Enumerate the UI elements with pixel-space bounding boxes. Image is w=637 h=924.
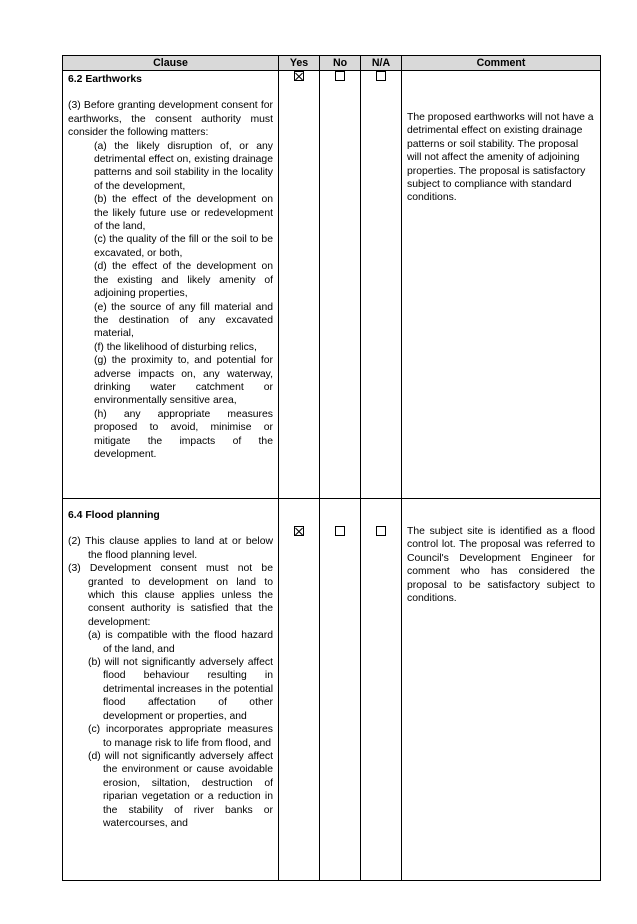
yes-checkbox[interactable] (294, 71, 304, 81)
na-checkbox[interactable] (376, 71, 386, 81)
clause-title: 6.2 Earthworks (68, 74, 142, 85)
clause-subsection: (2) This clause applies to land at or below the flood planning level. (68, 536, 273, 561)
na-cell (361, 71, 402, 499)
yes-checkbox[interactable] (294, 526, 304, 536)
comment-cell (402, 71, 601, 499)
no-checkbox[interactable] (335, 71, 345, 81)
compliance-table (62, 55, 601, 881)
clause-item: (d) will not significantly adversely affect the environment or cause avoidable erosion, siltation, destruction of riparian vegetation or a reduction in the stability of river banks or watercourses, and (88, 750, 273, 829)
comment-text: The subject site is identified as a flood control lot. The proposal was referred to Council's Development Engineer for comment who has considered the proposal to be satisfactory subject to conditions. (407, 526, 595, 605)
yes-cell (279, 71, 320, 499)
clause-item: (e) the source of any fill material and the destination of any excavated material, (94, 301, 273, 340)
table-row-flood-planning (63, 499, 601, 881)
clause-item: (b) will not significantly adversely affect flood behaviour resulting in detrimental increases in the potential flood affectation of other development or properties, and (88, 657, 273, 722)
clause-item: (b) the effect of the development on the likely future use or redevelopment of the land, (94, 194, 273, 233)
na-cell (361, 499, 402, 881)
clause-subsection: (3) Development consent must not be granted to development on land to which this clause applies unless the consent authority is satisfied that the development: (68, 563, 273, 628)
comment-text: The proposed earthworks will not have a detrimental effect on existing drainage patterns or soil stability. The proposal will not affect the amenity of adjoining properties. The proposal is satisfactory subject to compliance with standard conditions. (407, 112, 594, 204)
clause-item: (f) the likelihood of disturbing relics, (94, 341, 257, 353)
clause-item: (d) the effect of the development on the existing and likely amenity of adjoining properties, (94, 261, 273, 300)
no-cell (320, 499, 361, 881)
clause-cell (63, 499, 279, 881)
clause-item: (g) the proximity to, and potential for adverse impacts on, any waterway, drinking water catchment or environmentally sensitive area, (94, 355, 273, 407)
clause-item: (a) is compatible with the flood hazard of the land, and (88, 630, 273, 655)
header-na: N/A (361, 56, 402, 71)
clause-item: (c) incorporates appropriate measures to manage risk to life from flood, and (88, 724, 273, 749)
header-clause: Clause (63, 56, 279, 71)
clause-item: (h) any appropriate measures proposed to avoid, minimise or mitigate the impacts of the development. (94, 408, 273, 460)
header-no: No (320, 56, 361, 71)
clause-cell (63, 71, 279, 499)
header-comment: Comment (402, 56, 601, 71)
no-checkbox[interactable] (335, 526, 345, 536)
table-header-row (63, 56, 601, 71)
clause-item: (a) the likely disruption of, or any detrimental effect on, existing drainage patterns and soil stability in the locality of the development, (94, 140, 273, 192)
comment-cell (402, 499, 601, 881)
no-cell (320, 71, 361, 499)
na-checkbox[interactable] (376, 526, 386, 536)
header-yes: Yes (279, 56, 320, 71)
clause-title: 6.4 Flood planning (68, 510, 160, 521)
yes-cell (279, 499, 320, 881)
clause-intro: (3) Before granting development consent for earthworks, the consent authority must consider the following matters: (68, 100, 273, 139)
clause-item: (c) the quality of the fill or the soil to be excavated, or both, (94, 234, 273, 259)
table-row-earthworks (63, 71, 601, 499)
